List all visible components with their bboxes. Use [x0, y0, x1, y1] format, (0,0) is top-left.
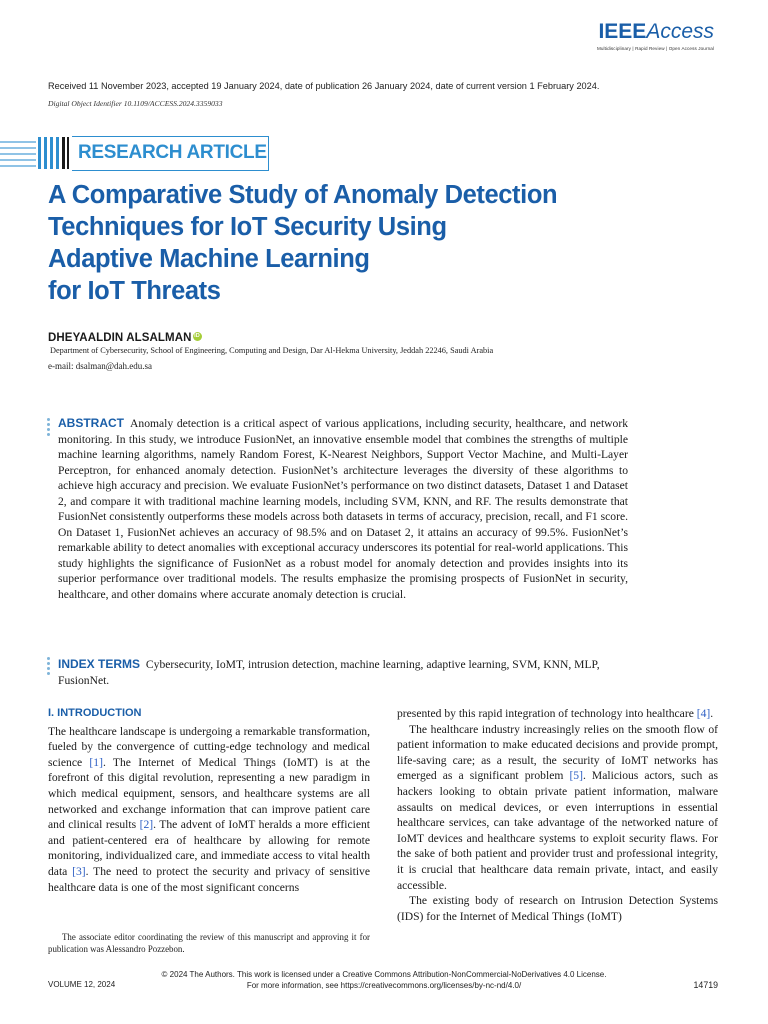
citation-link[interactable]: [4] [696, 707, 711, 720]
abstract-dots-icon [47, 418, 51, 438]
received-dates: Received 11 November 2023, accepted 19 January 2024, date of publication 26 January 2024, date of current version 1 February 2024. [48, 81, 600, 91]
volume-label: VOLUME 12, 2024 [48, 980, 116, 989]
author-name-text: DHEYAALDIN ALSALMAN [48, 332, 192, 344]
title-line: Adaptive Machine Learning [48, 245, 370, 273]
editor-footnote: The associate editor coordinating the review of this manuscript and approving it for publication was Alessandro Pozzebon. [48, 932, 370, 954]
journal-brand [597, 20, 714, 44]
page-number: 14719 [693, 980, 718, 990]
brand-italic: Access [646, 20, 714, 43]
article-type-banner [72, 136, 269, 171]
body-paragraph: The healthcare landscape is undergoing a remarkable transformation, fueled by the convergence of cutting-edge technology and medical science [1]. The Internet of Medical Things (IoMT) is at the forefront of this digital revolution, representing a new paradigm in which medical equipment, sensors, and healthcare systems are all networked and exchange information that can improve patient care and clinical results [2]. The advent of IoMT heralds a more efficient and patient-centered era of healthcare by allowing for remote monitoring, individualized care, and immediate access to vital health data [3]. The need to protect the security and privacy of sensitive healthcare data is one of the most significant concerns [48, 724, 370, 894]
title-line: Techniques for IoT Security Using [48, 213, 447, 241]
author-affiliation: Department of Cybersecurity, School of Engineering, Computing and Design, Dar Al-Hekma University, Jeddah 22246, Saudi Arabia [50, 346, 494, 355]
abstract-block [58, 416, 628, 602]
body-column-left [48, 706, 370, 895]
brand-bold: IEEE [598, 20, 647, 43]
title-line: for IoT Threats [48, 277, 221, 305]
citation-link[interactable]: [2] [139, 818, 154, 832]
orcid-icon[interactable]: iD [194, 333, 200, 339]
author-email: e-mail: dsalman@dah.edu.sa [48, 361, 153, 371]
abstract-text: Anomaly detection is a critical aspect of various applications, including security, healthcare, and network monitoring. In this study, we introduce FusionNet, an innovative ensemble model that combines the strengths of multiple machine learning algorithms, namely Random Forest, K-Nearest Neighbors, Support Vector Machine, and Multi-Layer Perceptron, for enhanced anomaly detection. FusionNet’s architecture leverages the diversity of these algorithms to achieve high accuracy and precision. We evaluate FusionNet’s performance on two distinct datasets, Dataset 1 and Dataset 2, and compare it with traditional machine learning models, including SVM, KNN, and RF. The results demonstrate that FusionNet consistently outperforms these models across both datasets in terms of accuracy, precision, recall, and F1 score. On Dataset 1, FusionNet achieves an accuracy of 98.5% and on Dataset 2, it attains an accuracy of 99.5%. FusionNet’s remarkable ability to detect anomalies with exceptional accuracy underscores its potential for real-world applications. This study highlights the significance of FusionNet as a robust model for anomaly detection and provides insights into its superior performance over traditional models. The results emphasize the promising prospects of FusionNet in security, healthcare, and other domains where accurate anomaly detection is crucial. [58, 417, 628, 601]
journal-logo [597, 20, 714, 51]
index-terms-text: Cybersecurity, IoMT, intrusion detection, machine learning, adaptive learning, SVM, KNN, MLP, FusionNet. [58, 658, 600, 687]
banner-stripes-icon [0, 137, 70, 169]
index-terms-block [58, 656, 632, 689]
body-paragraph: The healthcare industry increasingly relies on the smooth flow of patient information to make educated decisions and provide prompt, life-saving care; as a result, the security of IoMT networks has emerged as a significant problem [5]. Malicious actors, such as hackers looking to obtain private patient information, malware assaults on medical devices, or even interruptions in essential healthcare services, can take advantage of the networked nature of IoMT devices and healthcare systems to exploit security flaws. For the sake of both patient and provider trust and professional integrity, it is crucial that healthcare data remain private, intact, and easily accessible. [397, 722, 719, 892]
body-column-right [397, 706, 718, 924]
citation-link[interactable]: [3] [72, 864, 86, 878]
citation-link[interactable]: [5] [569, 769, 583, 783]
license-line: © 2024 The Authors. This work is licensed under a Creative Commons Attribution-NonCommercial-NoDerivatives 4.0 License. [161, 970, 607, 979]
index-terms-label: INDEX TERMS [58, 657, 141, 671]
doi-line: Digital Object Identifier 10.1109/ACCESS.2024.3359033 [48, 99, 223, 108]
license-notice [0, 970, 768, 991]
license-link[interactable]: For more information, see https://creativecommons.org/licenses/by-nc-nd/4.0/ [246, 980, 522, 990]
index-terms-dots-icon [47, 657, 51, 677]
title-line: A Comparative Study of Anomaly Detection [48, 181, 558, 209]
section-heading: I. INTRODUCTION [48, 707, 142, 719]
paper-title [48, 179, 608, 307]
body-paragraph: presented by this rapid integration of technology into healthcare [4]. [397, 707, 714, 720]
abstract-label: ABSTRACT [58, 416, 124, 430]
body-paragraph: The existing body of research on Intrusion Detection Systems (IDS) for the Internet of Medical Things (IoMT) [397, 894, 718, 923]
author-name [48, 332, 202, 344]
journal-tagline: Multidisciplinary | Rapid Review | Open Access Journal [596, 46, 714, 51]
article-type-label: RESEARCH ARTICLE [78, 142, 267, 163]
citation-link[interactable]: [1] [89, 755, 103, 769]
